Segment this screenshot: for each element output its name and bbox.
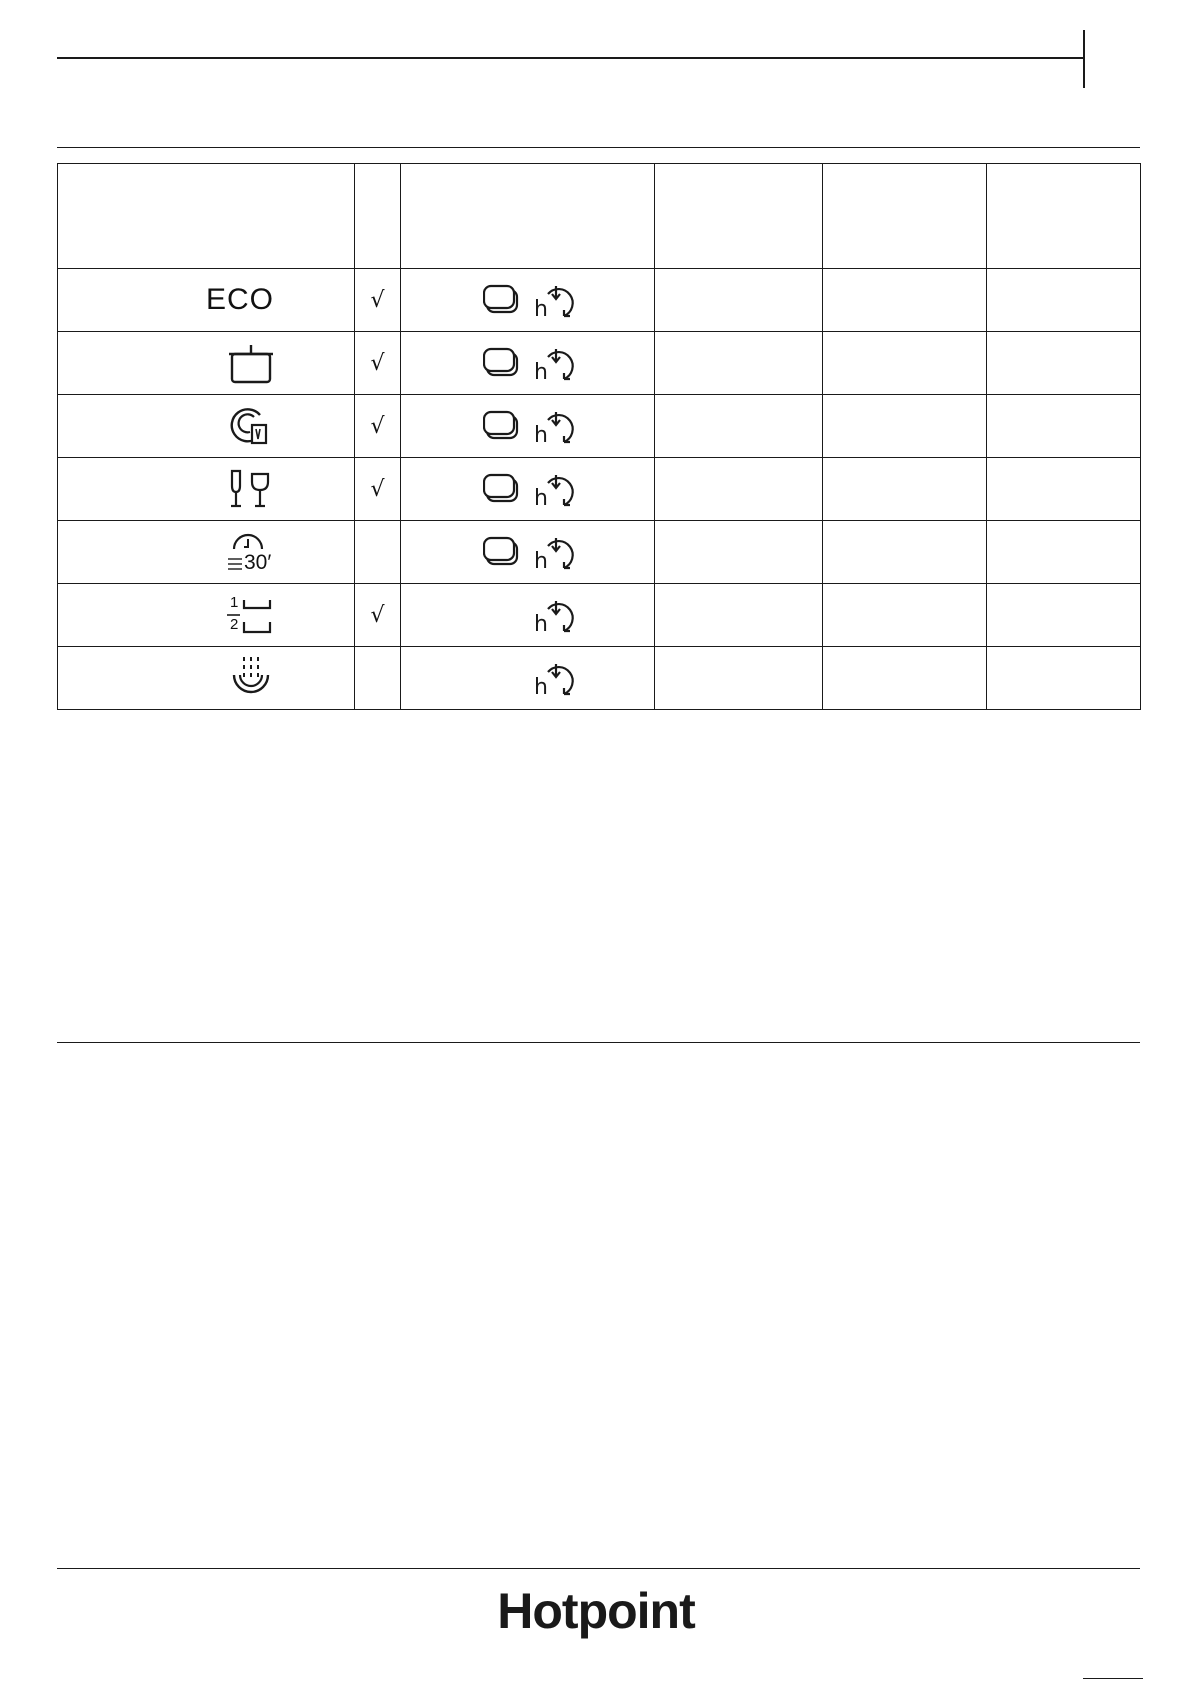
table-cell (655, 521, 823, 584)
table-row (58, 521, 1141, 584)
table-cell (655, 584, 823, 647)
quick-30-icon (226, 529, 274, 575)
table-row (58, 332, 1141, 395)
table-row (58, 584, 1141, 647)
programme-symbol-cell (58, 647, 355, 710)
table-cell (655, 458, 823, 521)
table-cell (987, 521, 1141, 584)
options-cell (401, 458, 655, 521)
brand-logo: Hotpoint (497, 1583, 695, 1639)
check-mark: √ (355, 332, 401, 395)
table-row (58, 647, 1141, 710)
delay-start-icon (534, 534, 576, 574)
table-cell (823, 647, 987, 710)
table-row (58, 395, 1141, 458)
programme-symbol-cell (58, 458, 355, 521)
table-cell (987, 584, 1141, 647)
table-cell (987, 647, 1141, 710)
table-header-row (58, 164, 1141, 269)
table-cell (823, 332, 987, 395)
table-cell (655, 395, 823, 458)
delay-start-icon (534, 660, 576, 700)
header-rule (57, 57, 1084, 59)
table-cell (823, 458, 987, 521)
plate-glass-icon (228, 405, 274, 447)
programme-symbol-cell (58, 395, 355, 458)
table-row (58, 269, 1141, 332)
table-cell (823, 521, 987, 584)
eco-icon: ECO (205, 283, 274, 316)
delay-start-icon (534, 345, 576, 385)
check-mark (355, 521, 401, 584)
options-cell (401, 269, 655, 332)
programme-symbol-cell (58, 269, 355, 332)
check-mark: √ (355, 584, 401, 647)
table-cell (987, 332, 1141, 395)
header-cell-programme (58, 164, 355, 269)
table-cell (823, 584, 987, 647)
programme-symbol-cell (58, 332, 355, 395)
quick-30-label: 30′ (244, 551, 272, 574)
section-rule-middle (57, 1042, 1140, 1043)
header-cell-col6 (987, 164, 1141, 269)
pot-icon (228, 342, 274, 384)
options-cell (401, 584, 655, 647)
tablet-icon (483, 347, 521, 379)
fraction-numerator: 1 (230, 594, 239, 611)
check-mark: √ (355, 458, 401, 521)
table-cell (655, 647, 823, 710)
check-mark (355, 647, 401, 710)
header-cell-col5 (823, 164, 987, 269)
section-rule-top (57, 147, 1140, 148)
table-cell (655, 269, 823, 332)
options-cell (401, 395, 655, 458)
tablet-icon (483, 473, 521, 505)
table-row (58, 458, 1141, 521)
basket-icon (226, 594, 274, 636)
header-cell-col4 (655, 164, 823, 269)
header-tick-mark (1083, 30, 1085, 88)
programme-table (57, 163, 1141, 710)
programme-symbol-cell (58, 521, 355, 584)
header-cell-options (401, 164, 655, 269)
options-cell (401, 521, 655, 584)
table-cell (987, 395, 1141, 458)
check-mark: √ (355, 395, 401, 458)
page-corner-rule (1083, 1678, 1143, 1679)
table-cell (987, 458, 1141, 521)
programme-symbol-cell (58, 584, 355, 647)
half-load-icon (226, 594, 274, 636)
delay-start-icon (534, 282, 576, 322)
options-cell (401, 332, 655, 395)
table-cell (987, 269, 1141, 332)
tablet-icon (483, 284, 521, 316)
check-mark: √ (355, 269, 401, 332)
delay-start-icon (534, 597, 576, 637)
tablet-icon (483, 536, 521, 568)
options-cell (401, 647, 655, 710)
table-cell (823, 395, 987, 458)
glasses-icon (228, 468, 274, 510)
prewash-icon (228, 655, 274, 701)
delay-start-icon (534, 471, 576, 511)
tablet-icon (483, 410, 521, 442)
table-cell (823, 269, 987, 332)
header-cell-check (355, 164, 401, 269)
delay-start-icon (534, 408, 576, 448)
footer-rule (57, 1568, 1140, 1569)
fraction-denominator: 2 (230, 616, 239, 633)
table-cell (655, 332, 823, 395)
